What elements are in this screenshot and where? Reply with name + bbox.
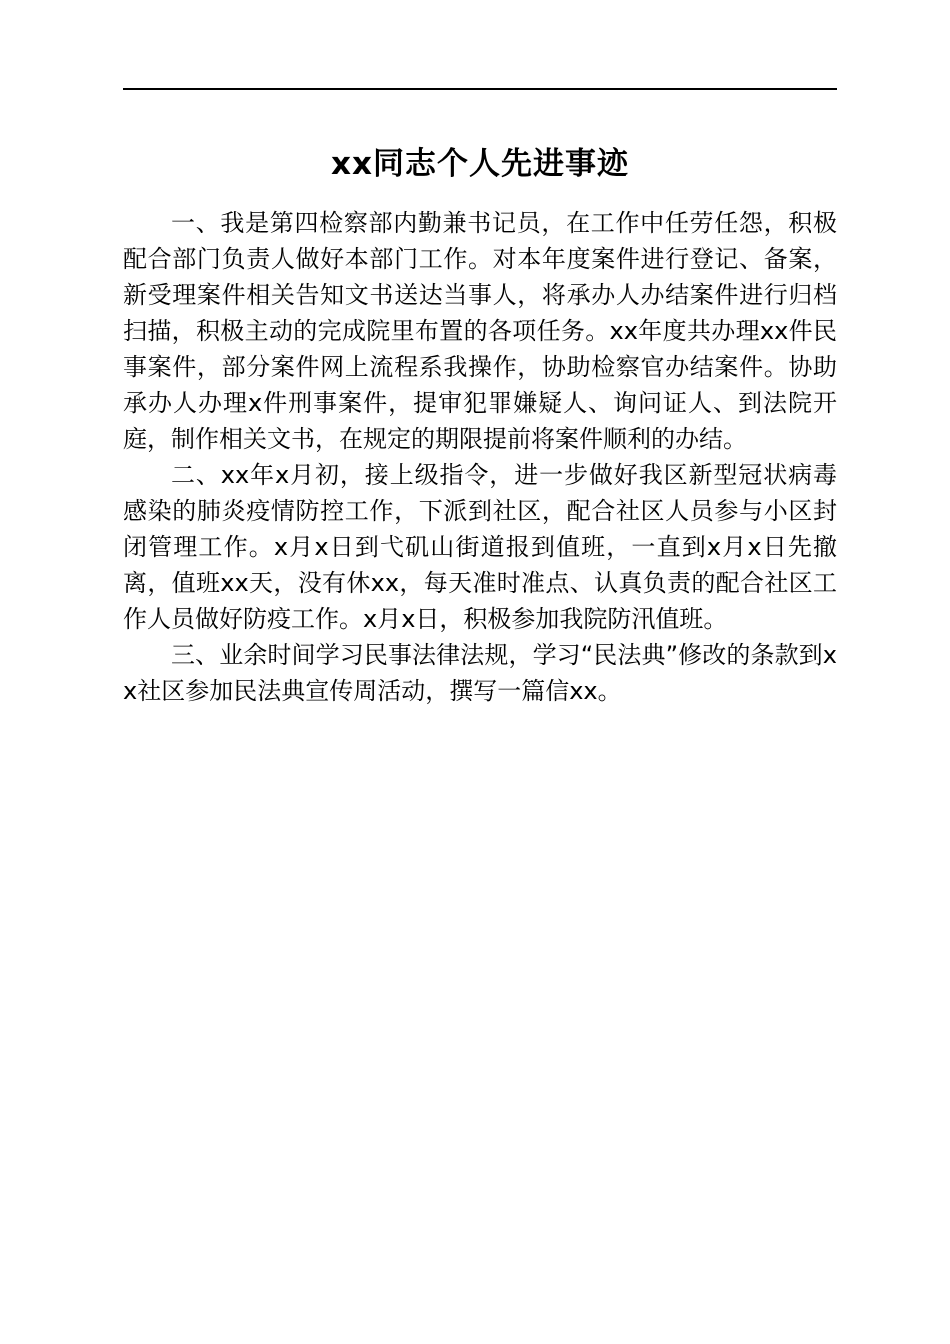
paragraph-1: 一、我是第四检察部内勤兼书记员，在工作中任劳任怨，积极配合部门负责人做好本部门工作。对本年度案件进行登记、备案，新受理案件相关告知文书送达当事人，将承办人办结案件进行归档扫描，积极主动的完成院里布置的各项任务。xx年度共办理xx件民事案件，部分案件网上流程系我操作，协助检察官办结案件。协助承办人办理x件刑事案件，提审犯罪嫌疑人、询问证人、到法院开庭，制作相关文书，在规定的期限提前将案件顺利的办结。 bbox=[123, 209, 837, 453]
header-rule bbox=[123, 88, 837, 90]
document-title: xx同志个人先进事迹 bbox=[331, 146, 629, 182]
paragraph-3: 三、业余时间学习民事法律法规，学习“民法典”修改的条款到xx社区参加民法典宣传周活动，撰写一篇信xx。 bbox=[123, 641, 837, 705]
document-body bbox=[123, 205, 837, 709]
paragraph-2: 二、xx年x月初，接上级指令，进一步做好我区新型冠状病毒感染的肺炎疫情防控工作，下派到社区，配合社区人员参与小区封闭管理工作。x月x日到弋矶山街道报到值班，一直到x月x日先撤离，值班xx天，没有休xx，每天准时准点、认真负责的配合社区工作人员做好防疫工作。x月x日，积极参加我院防汛值班。 bbox=[123, 461, 837, 633]
